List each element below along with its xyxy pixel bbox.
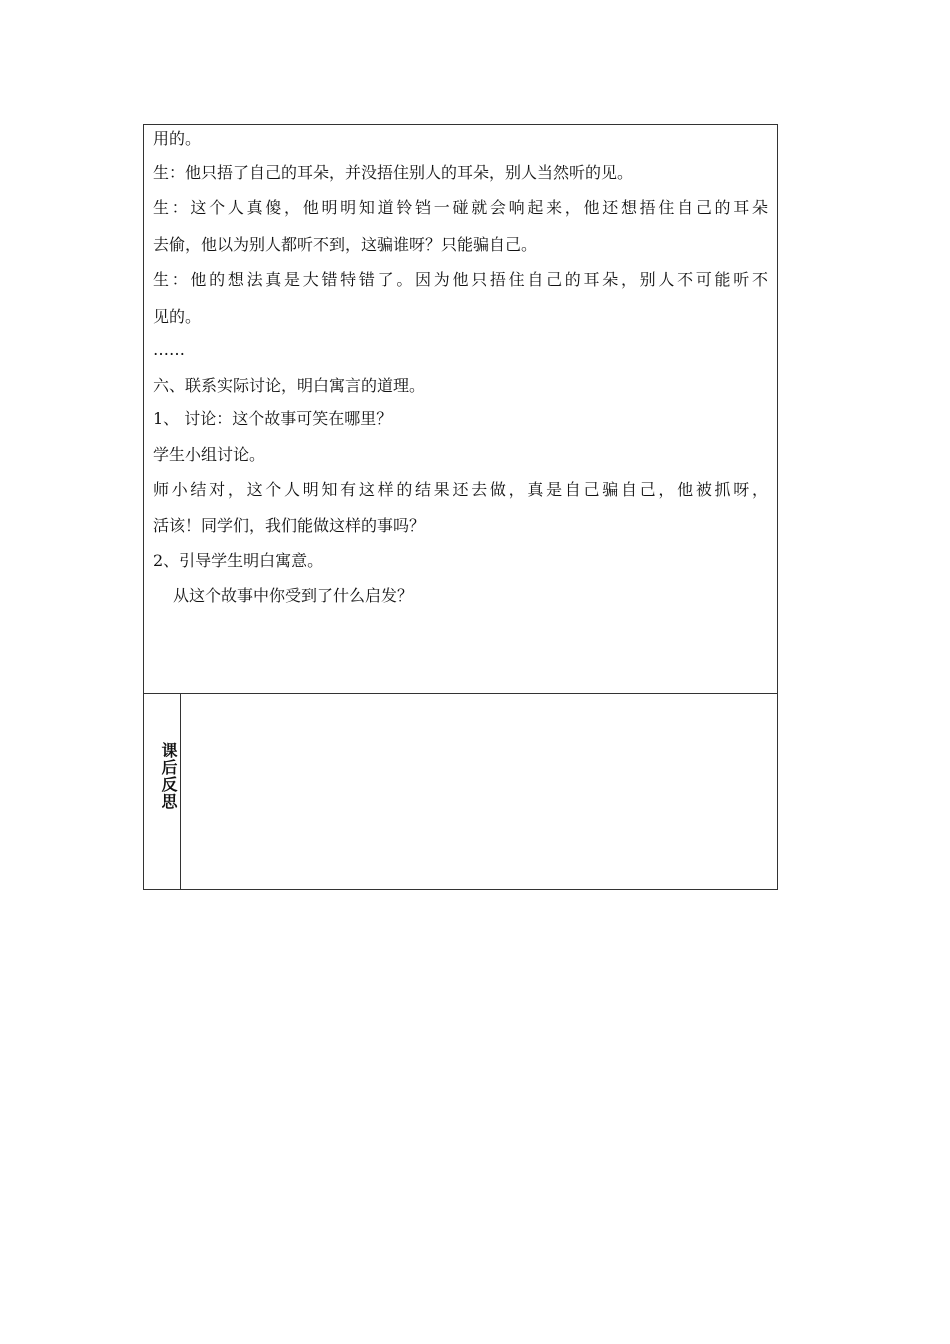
text-line: 学生小组讨论。 <box>153 445 266 464</box>
text-line: 生：这个人真傻，他明明知道铃铛一碰就会响起来，他还想捂住自己的耳朵 <box>153 198 768 217</box>
section-heading: 六、联系实际讨论，明白寓言的道理。 <box>153 376 426 395</box>
text-line: 师小结对，这个人明知有这样的结果还去做，真是自己骗自己，他被抓呀， <box>153 480 768 499</box>
text-line: 从这个故事中你受到了什么启发？ <box>173 586 414 605</box>
text-line: 用的。 <box>153 129 202 148</box>
text-line: 活该！同学们，我们能做这样的事吗？ <box>153 516 426 535</box>
lesson-content-cell <box>144 125 777 694</box>
reflection-label: 课后反思 <box>159 742 178 810</box>
ellipsis-line: …… <box>153 340 185 359</box>
text-line: 1、 讨论：这个故事可笑在哪里？ <box>153 409 393 428</box>
text-line: 生：他的想法真是大错特错了。因为他只捂住自己的耳朵，别人不可能听不 <box>153 270 768 289</box>
text-line: 去偷，他以为别人都听不到，这骗谁呀？只能骗自己。 <box>153 235 538 254</box>
text-line: 见的。 <box>153 307 202 326</box>
reflection-content-cell <box>181 694 777 889</box>
text-line: 2、引导学生明白寓意。 <box>153 551 324 570</box>
lesson-table <box>143 124 778 890</box>
reflection-row <box>144 694 777 889</box>
text-line: 生：他只捂了自己的耳朵，并没捂住别人的耳朵，别人当然听的见。 <box>153 163 634 182</box>
reflection-label-cell <box>144 694 181 889</box>
